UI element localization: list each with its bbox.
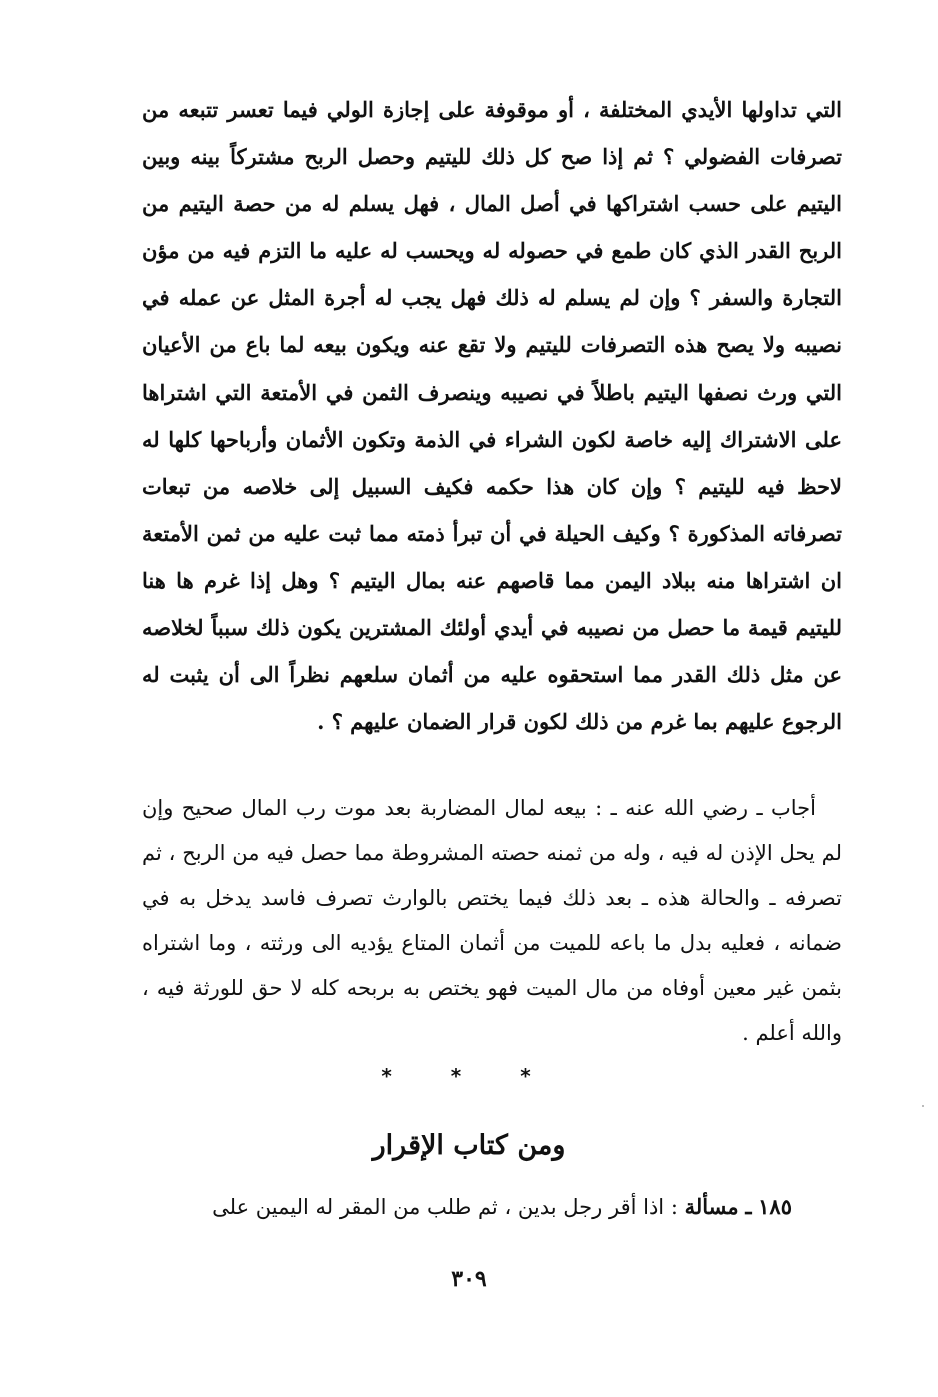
page-number: ٣٠٩: [451, 1266, 487, 1292]
section-separator: * * *: [381, 1064, 557, 1088]
question-dash: ـ: [745, 1194, 752, 1219]
question-label: مسألة: [684, 1194, 739, 1219]
scan-speck: [922, 1105, 924, 1107]
question-line: [212, 1194, 792, 1219]
question-number: ١٨٥: [758, 1194, 792, 1219]
body-paragraph-question: التي تداولها الأيدي المختلفة ، أو موقوفة على إجازة الولي فيما تعسر تتبعه من تصرفات الفضولي ؟ ثم إذا صح كل ذلك لليتيم وحصل الربح مشتركاً بينه وبين اليتيم على حسب اشتراكها في أصل المال ، فهل يسلم له من حصة اليتيم من الربح القدر الذي كان طمع في حصوله له ويحسب له عليه ما التزم فيه من مؤن التجارة والسفر ؟ وإن لم يسلم له ذلك فهل يجب له أجرة المثل عن عمله في نصيبه ولا يصح هذه التصرفات لليتيم ولا تقع عنه ويكون بيعه لما باع من الأعيان التي ورث نصفها اليتيم باطلاً في نصيبه وينصرف الثمن في الأمتعة التي اشتراها على الاشتراك إليه خاصة لكون الشراء في الذمة وتكون الأثمان وأرباحها كلها له لاحظ فيه لليتيم ؟ وإن كان هذا حكمه فكيف السبيل إلى خلاصه من تبعات تصرفاته المذكورة ؟ وكيف الحيلة في أن تبرأ ذمته مما ثبت عليه من ثمن الأمتعة ان اشتراها منه ببلاد اليمن مما قاصهم عنه بمال اليتيم ؟ وهل إذا غرم ها هنا لليتيم قيمة ما حصل من نصيبه في أيدي أولئك المشترين يكون ذلك سبباً لخلاصه عن مثل ذلك القدر مما استحقوه عليه من أثمان سلعهم نظراً الى أن يثبت له الرجوع عليهم بما غرم من ذلك لكون قرار الضمان عليهم ؟ .: [142, 97, 842, 735]
body-paragraph-answer: أجاب ـ رضي الله عنه ـ : بيعه لمال المضاربة بعد موت رب المال صحيح وإن لم يحل الإذن له فيه ، وله من ثمنه حصته المشروطة مما حصل فيه من الربح ، ثم تصرفه ـ والحالة هذه ـ بعد ذلك فيما يختص بالوارث تصرف فاسد يدخل به في ضمانه ، فعليه بدل ما باعه للميت من أثمان المتاع يؤديه الى ورثته ، وما اشتراه بثمن غير معين أوفاه من مال الميت فهو يختص به بربحه كله لا حق للورثة فيه ، والله أعلم .: [142, 796, 842, 1045]
chapter-title: ومن كتاب الإقرار: [372, 1130, 566, 1161]
question-text: : اذا أقر رجل بدين ، ثم طلب من المقر له اليمين على: [212, 1195, 678, 1219]
